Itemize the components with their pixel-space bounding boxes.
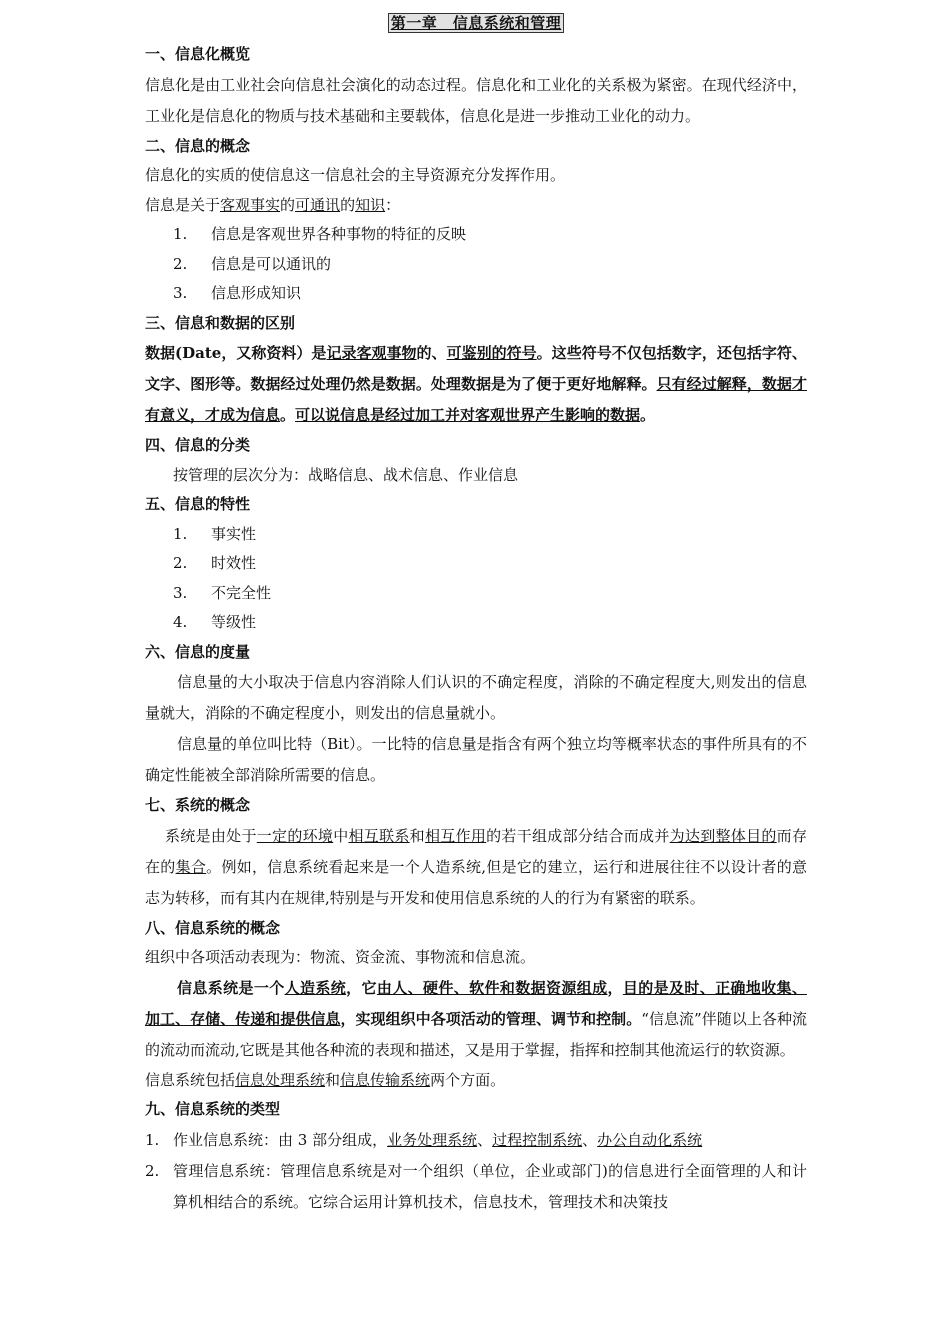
list-item: 1. 事实性 bbox=[173, 524, 257, 543]
section-8-paragraph: 信息系统是一个人造系统，它由人、硬件、软件和数据资源组成，目的是及时、正确地收集、加工、存储、传递和提供信息，实现组织中各项活动的管理、调节和控制。“信息流”伴随以上各种流的流动而流动,它既是其他各种流的表现和描述，又是用于掌握，指挥和控制其他流运行的软资源。 bbox=[145, 978, 807, 1059]
section-6-paragraph-1: 信息量的大小取决于信息内容消除人们认识的不确定程度，消除的不确定程度大,则发出的信息量就大，消除的不确定程度小，则发出的信息量就小。 bbox=[145, 673, 807, 722]
list-item: 2. 管理信息系统：管理信息系统是对一个组织（单位，企业或部门)的信息进行全面管理的人和计算机相结合的系统。它综合运用计算机技术，信息技术，管理技术和决策技 bbox=[145, 1161, 807, 1211]
section-heading-7: 七、系统的概念 bbox=[145, 796, 251, 814]
list-item: 1. 作业信息系统：由 3 部分组成，业务处理系统、过程控制系统、办公自动化系统 bbox=[145, 1130, 703, 1149]
list-item: 4. 等级性 bbox=[173, 613, 257, 631]
chapter-title-wrap bbox=[145, 0, 807, 40]
section-3-paragraph: 数据(Date，又称资料）是记录客观事物的、可鉴别的符号。这些符号不仅包括数字，还包括字符、文字、图形等。数据经过处理仍然是数据。处理数据是为了便于更好地解释。只有经过解释，数据才有意义，才成为信息。可以说信息是经过加工并对客观世界产生影响的数据。 bbox=[145, 344, 807, 424]
list-item: 3. 信息形成知识 bbox=[173, 284, 302, 302]
section-2-line-1: 信息化的实质的使信息这一信息社会的主导资源充分发挥作用。 bbox=[145, 166, 566, 184]
list-item: 2. 时效性 bbox=[173, 554, 257, 572]
section-2-line-2: 信息是关于客观事实的可通讯的知识： bbox=[145, 195, 401, 214]
list-item: 3. 不完全性 bbox=[173, 583, 272, 602]
section-heading-5: 五、信息的特性 bbox=[145, 495, 251, 513]
document-page bbox=[145, 0, 807, 1218]
section-6-paragraph-2: 信息量的单位叫比特（Bit）。一比特的信息量是指含有两个独立均等概率状态的事件所具有的不确定性能被全部消除所需要的信息。 bbox=[145, 735, 807, 784]
section-8-line-2: 信息系统包括信息处理系统和信息传输系统两个方面。 bbox=[145, 1070, 506, 1089]
section-heading-3: 三、信息和数据的区别 bbox=[145, 313, 296, 332]
section-heading-9: 九、信息系统的类型 bbox=[145, 1100, 281, 1118]
section-4-line: 按管理的层次分为：战略信息、战术信息、作业信息 bbox=[173, 465, 519, 484]
section-heading-4: 四、信息的分类 bbox=[145, 436, 251, 454]
section-7-paragraph: 系统是由处于一定的环境中相互联系和相互作用的若干组成部分结合而成并为达到整体目的而存在的集合。例如，信息系统看起来是一个人造系统,但是它的建立，运行和进展往往不以设计者的意志为转移，而有其内在规律,特别是与开发和使用信息系统的人的行为有紧密的联系。 bbox=[145, 826, 807, 907]
list-item: 2. 信息是可以通讯的 bbox=[173, 254, 332, 273]
section-heading-1: 一、信息化概览 bbox=[145, 45, 251, 63]
section-heading-8: 八、信息系统的概念 bbox=[145, 918, 281, 937]
section-1-paragraph: 信息化是由工业社会向信息社会演化的动态过程。信息化和工业化的关系极为紧密。在现代经济中，工业化是信息化的物质与技术基础和主要载体，信息化是进一步推动工业化的动力。 bbox=[145, 75, 807, 125]
section-8-line-1: 组织中各项活动表现为：物流、资金流、事物流和信息流。 bbox=[145, 948, 536, 966]
section-heading-2: 二、信息的概念 bbox=[145, 136, 251, 155]
chapter-title: 第一章 信息系统和管理 bbox=[388, 13, 565, 33]
section-heading-6: 六、信息的度量 bbox=[145, 642, 251, 661]
list-item: 1. 信息是客观世界各种事物的特征的反映 bbox=[173, 225, 467, 243]
